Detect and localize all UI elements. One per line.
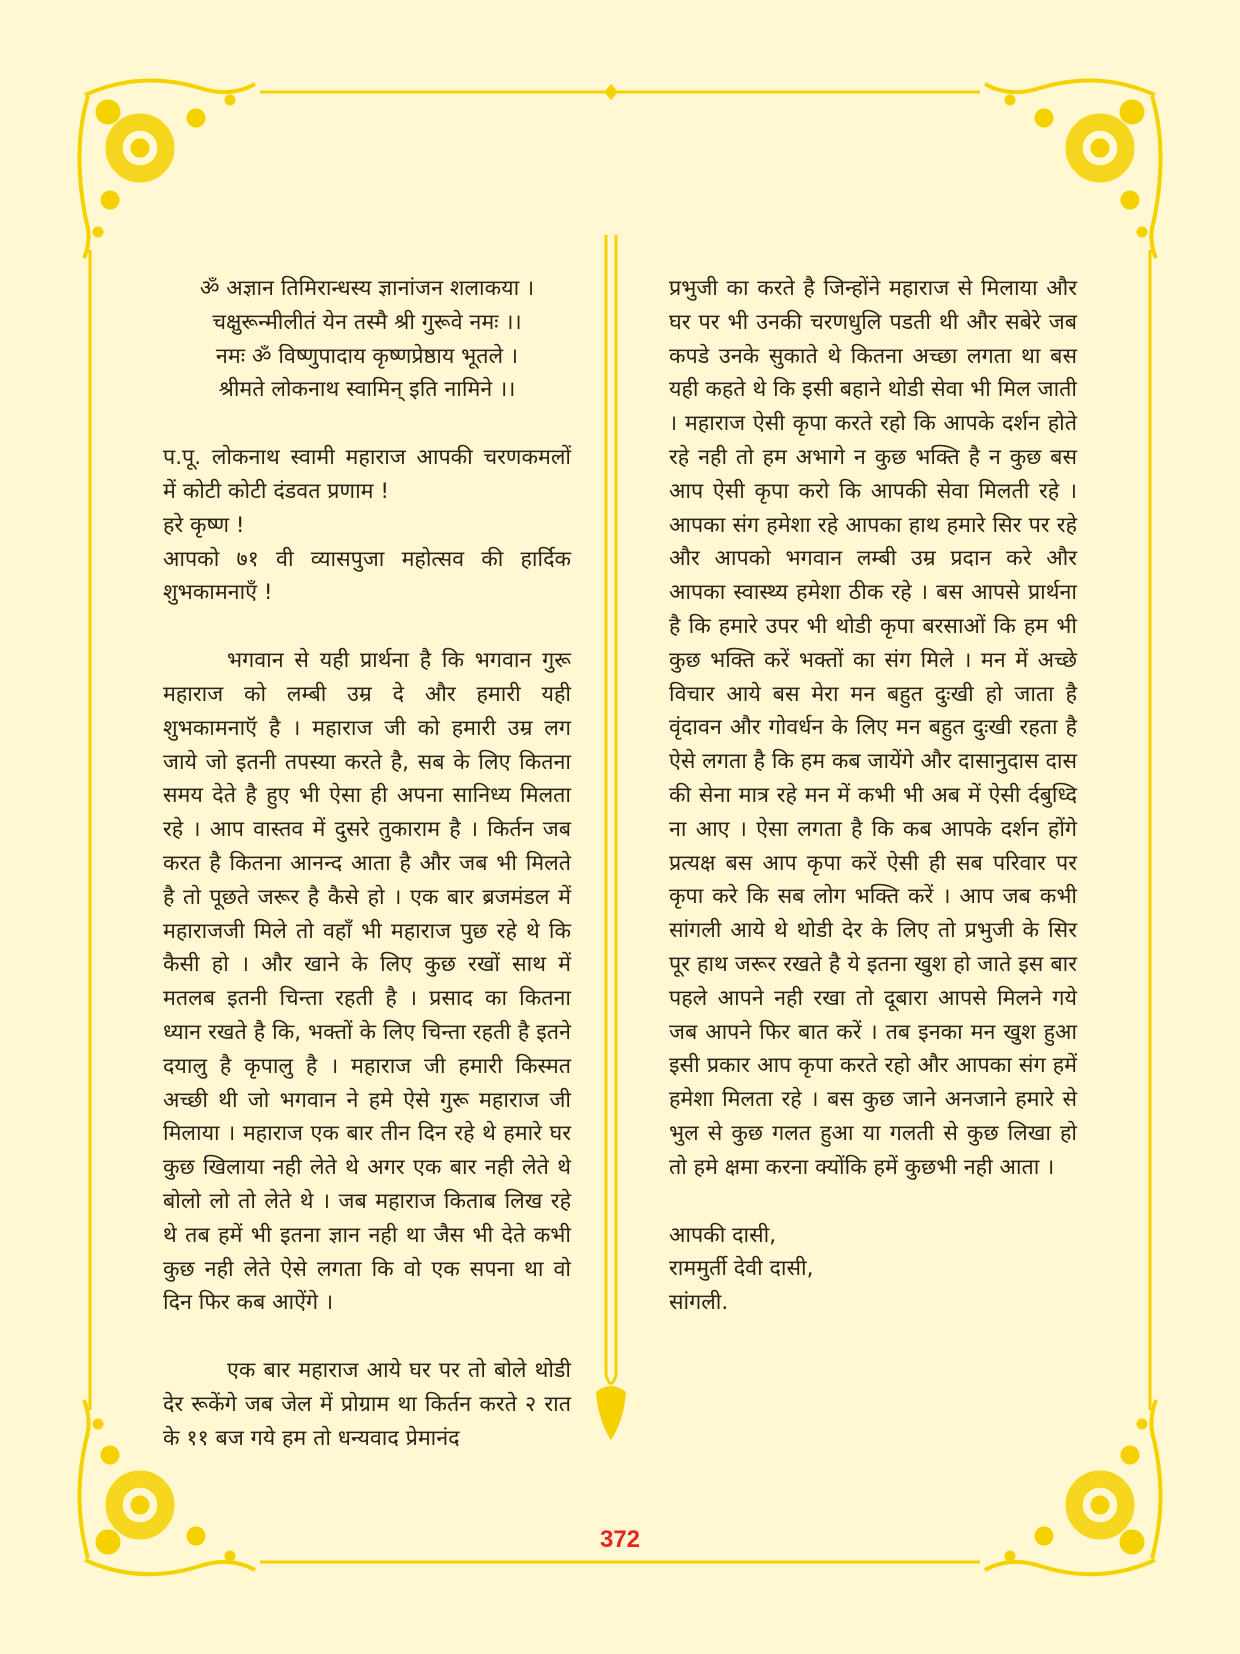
body-paragraph-2: एक बार महाराज आये घर पर तो बोले थोडी देर रूकेंगे जब जेल में प्रोग्राम था किर्तन करते २ रात के ११ बज गये हम तो धन्यवाद प्रेमानंद xyxy=(163,1358,571,1451)
verse-line-4: श्रीमते लोकनाथ स्वामिन् इति नामिने ।। xyxy=(218,377,516,403)
page-number: 372 xyxy=(599,1526,641,1553)
verse-block xyxy=(163,272,571,407)
left-column xyxy=(163,272,571,1456)
verse-line-1: ॐ अज्ञान तिमिरान्धस्य ज्ञानांजन शलाकया । xyxy=(199,276,535,301)
wishes-paragraph: आपको ७१ वी व्यासपुजा महोत्सव की हार्दिक शुभकामनाएँ ! xyxy=(163,546,571,606)
body-paragraph-3: प्रभुजी का करते है जिन्होंने महाराज से मिलाया और घर पर भी उनकी चरणधुलि पडती थी और सबेरे जब कपडे उनके सुकाते थे कितना अच्छा लगता था बस यही कहते थे कि इसी बहाने थोडी सेवा भी मिल जाती । महाराज ऐसी कृपा करते रहो कि आपके दर्शन होते रहे नही तो हम अभागे न कुछ भक्ति है न कुछ बस आप ऐसी कृपा करो कि आपकी सेवा मिलती रहे । आपका संग हमेशा रहे आपका हाथ हमारे सिर पर रहे और आपको भगवान लम्बी उम्र प्रदान करे और आपका स्वास्थ्य हमेशा ठीक रहे । बस आपसे प्रार्थना है कि हमारे उपर भी थोडी कृपा बरसाओं कि हम भी कुछ भक्ति करें भक्तों का संग मिले । मन में अच्छे विचार आये बस मेरा मन बहुत दुःखी हो जाता है वृंदावन और गोवर्धन के लिए मन बहुत दुःखी रहता है ऐसे लगता है कि हम कब जायेंगे और दासानुदास दास की सेना मात्र रहे मन में कभी भी अब में ऐसी र्दबुध्दि ना आए । ऐसा लगता है कि कब आपके दर्शन होंगे प्रत्यक्ष बस आप कृपा करें ऐसी ही सब परिवार पर कृपा करे कि सब लोग भक्ति करें । आप जब कभी सांगली आये थे थोडी देर के लिए तो प्रभुजी के सिर पूर हाथ जरूर रखते है ये इतना खुश हो जाते इस बार पहले आपने नही रखा तो दूबारा आपसे मिलने गये जब आपने फिर बात करें । तब इनका मन खुश हुआ इसी प्रकार आप कृपा करते रहो और आपका संग हमें हमेशा मिलता रहे । बस कुछ जाने अनजाने हमारे से भुल से कुछ गलत हुआ या गलती से कुछ लिखा हो तो हमे क्षमा करना क्योंकि हमें कुछभी नही आता । xyxy=(669,276,1077,1180)
corner-ornament-top-right-icon xyxy=(985,80,1161,258)
hare-krishna-line: हरे कृष्ण ! xyxy=(163,512,245,538)
divider-drop-icon xyxy=(596,1386,626,1440)
signature-line-3: सांगली. xyxy=(669,1290,729,1316)
signature-line-2: राममुर्ती देवी दासी, xyxy=(669,1256,814,1282)
verse-line-3: नमः ॐ विष्णुपादाय कृष्णप्रेष्ठाय भूतले । xyxy=(215,343,519,369)
body-paragraph-1: भगवान से यही प्रार्थना है कि भगवान गुरू महाराज को लम्बी उम्र दे और हमारी यही शुभकामनाऍ है । महाराज जी को हमारी उम्र लग जाये जो इतनी तपस्या करते है, सब के लिए कितना समय देते है हुए भी ऐसा ही अपना सानिध्य मिलता रहे । आप वास्तव में दुसरे तुकाराम है । किर्तन जब करत है कितना आनन्द आता है और जब भी मिलते है तो पूछते जरूर है कैसे हो । एक बार ब्रजमंडल में महाराजजी मिले तो वहाँ भी महाराज पुछ रहे थे कि कैसी हो । और खाने के लिए कुछ रखों साथ में मतलब इतनी चिन्ता रहती है । प्रसाद का कितना ध्यान रखते है कि, भक्तों के लिए चिन्ता रहती है इतने दयालु है कृपालु है । महाराज जी हमारी किस्मत अच्छी थी जो भगवान ने हमे ऐसे गुरू महाराज जी मिलाया । महाराज एक बार तीन दिन रहे थे हमारे घर कुछ खिलाया नही लेते थे अगर एक बार नही लेते थे बोलो लो तो लेते थे । जब महाराज किताब लिख रहे थे तब हमें भी इतना ज्ञान नही था जैस भी देते कभी कुछ नही लेते ऐसे लगता कि वो एक सपना था वो दिन फिर कब आऐंगे । xyxy=(163,648,571,1316)
right-column xyxy=(669,272,1077,1320)
verse-line-2: चक्षुरून्मीलीतं येन तस्मै श्री गुरूवे नमः ।। xyxy=(212,309,522,335)
greeting-paragraph: प.पू. लोकनाथ स्वामी महाराज आपकी चरणकमलों में कोटी कोटी दंडवत प्रणाम ! xyxy=(163,445,571,504)
corner-ornament-top-left-icon xyxy=(79,80,255,258)
signature-block xyxy=(669,1219,1077,1320)
signature-line-1: आपकी दासी, xyxy=(669,1222,777,1248)
